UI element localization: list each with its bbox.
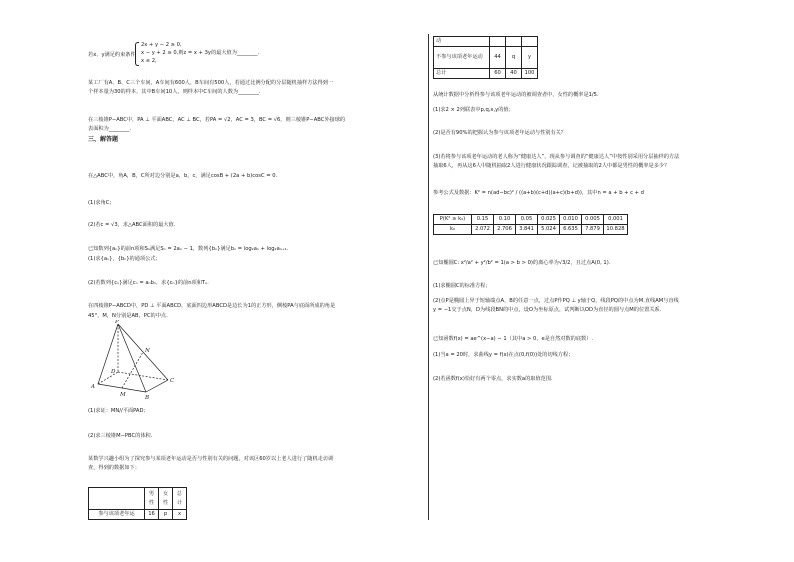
q6-line1: 在四棱锥P−ABCD中，PD ⊥ 平面ABCD，底面四边形ABCD是边长为1的正方形，侧棱PA与底面所成的角是 xyxy=(88,303,336,309)
table-cell xyxy=(89,488,145,510)
label-B: B xyxy=(145,395,150,401)
edge-PA xyxy=(98,324,118,384)
q7-part1: (1)求2 × 2列联表中p,q,x,y的值； xyxy=(433,107,514,113)
label-P: P xyxy=(115,320,119,325)
table-cell: 男性 xyxy=(145,488,159,510)
table-cell: y xyxy=(522,47,538,69)
table-cell: 0.001 xyxy=(604,215,628,225)
table-cell: 2.072 xyxy=(472,225,494,235)
critical-value-table xyxy=(433,214,628,235)
table-cell: 女性 xyxy=(159,488,173,510)
segment-MN xyxy=(122,352,143,388)
q7-part2: (2)是否有90%的把握认为参与该项老年运动与性别有关？ xyxy=(433,130,567,136)
table-cell xyxy=(490,37,506,47)
q5-stem: 已知数列{aₙ}的前n项和Sₙ满足Sₙ = 2aₙ − 1，数列{bₙ}满足bₙ = log₂aₙ + log₂aₙ₊₁. xyxy=(88,246,289,252)
section-title: 三、解答题 xyxy=(88,136,119,143)
q8-part1: (1)求椭圆C的标准方程； xyxy=(433,283,491,289)
table-cell: 10.828 xyxy=(604,225,628,235)
table-cell xyxy=(506,37,522,47)
q7-probability-note: 从统计数据中分析得参与该项老年运动的被调查者中，女性的概率是1/5. xyxy=(433,92,599,98)
contingency-table-top xyxy=(88,487,187,520)
column-divider xyxy=(428,34,429,520)
label-D: D xyxy=(111,369,116,375)
table-cell: 动 xyxy=(434,37,490,47)
q9-part1: (1)当a = 20时，求曲线y = f(x)在点(0,f(0))处的切线方程； xyxy=(433,352,574,358)
table-cell: x xyxy=(173,510,187,520)
table-row xyxy=(434,225,628,235)
table-cell: 0.005 xyxy=(582,215,604,225)
table-cell: p xyxy=(159,510,173,520)
edge-BC xyxy=(146,380,168,392)
table-row xyxy=(434,37,538,47)
table-cell: k₀ xyxy=(434,225,472,235)
q8-part2-line2: y = −1交于点N，D为线段BN的中点，设O为坐标原点，试判断以OD为直径的圆与点M的位置关系. xyxy=(433,307,662,313)
table-cell: 5.024 xyxy=(538,225,560,235)
table-cell xyxy=(522,37,538,47)
table-cell: 40 xyxy=(506,69,522,79)
pyramid-figure xyxy=(88,320,184,404)
q7-part3-line1: (3)若将参与该项老年运动的老人称为“健康达人”，现从参与调查的“健康达人”中按性别采用分层抽样的方法 xyxy=(433,154,680,160)
q8-stem: 已知椭圆C: x²/a² + y²/b² = 1(a > b > 0)的离心率为√3/2，且过点A(0, 1). xyxy=(433,260,611,266)
table-cell: q xyxy=(506,47,522,69)
q5-part1: (1)求{aₙ}，{bₙ}的通项公式； xyxy=(88,256,161,262)
label-M: M xyxy=(120,392,126,398)
reference-formula: 参考公式及数据：K² = n(ad−bc)² / ((a+b)(c+d)(a+c)(b+d))，其中n = a + b + c + d xyxy=(433,190,644,196)
table-cell: P(K² ≥ k₀) xyxy=(434,215,472,225)
constraint-brace xyxy=(135,42,139,66)
q9-part2: (2)若函数f(x)恰好有两个零点，求实数a的取值范围. xyxy=(433,376,553,382)
q9-stem: 已知函数f(x) = ae^(x−a) − 1（其中a > 0，e是自然对数的底数）. xyxy=(433,336,594,342)
table-cell: 6.635 xyxy=(560,225,582,235)
q4-part2: (2)若c = √3，求△ABC面积的最大值. xyxy=(88,222,176,228)
table-row xyxy=(89,510,187,520)
label-A: A xyxy=(91,384,95,390)
table-cell: 3.841 xyxy=(516,225,538,235)
table-header-row xyxy=(89,488,187,510)
table-cell: 60 xyxy=(490,69,506,79)
q6-line2: 45°，M，N分别是AB，PC的中点. xyxy=(88,313,168,319)
q5-part2: (2)若数列{cₙ}满足cₙ = aₙbₙ，求{cₙ}的前n项和Tₙ. xyxy=(88,280,209,286)
table-cell: 2.706 xyxy=(494,225,516,235)
label-C: C xyxy=(170,378,175,384)
q3-line2: 表面积为________. xyxy=(88,126,132,132)
contingency-table-continued xyxy=(433,36,538,79)
table-cell: 不参与该项老年运动 xyxy=(434,47,490,69)
table-row xyxy=(434,47,538,69)
q2-line2: 个样本量为30的样本，其中B车间10人，则样本中C车间的人数为________. xyxy=(88,89,261,95)
q8-part2-line1: (2)点P是椭圆上异于短轴端点A，B的任意一点，过点P作PQ ⊥ y轴于Q，线段PQ的中点为M.直线AM与直线 xyxy=(433,298,679,304)
table-row xyxy=(434,69,538,79)
edge-DC xyxy=(118,372,168,380)
q4-part1: (1)求角C； xyxy=(88,200,115,206)
table-cell: 7.879 xyxy=(582,225,604,235)
table-cell: 0.10 xyxy=(494,215,516,225)
table-cell: 0.05 xyxy=(516,215,538,225)
q4-stem: 在△ABC中，角A，B，C所对边分别是a，b，c，满足cosB + (2a + b)cosC = 0. xyxy=(88,173,278,179)
table-cell: 总计 xyxy=(173,488,187,510)
q1-lead: 若x、y满足约束条件 xyxy=(88,52,136,58)
table-cell: 0.025 xyxy=(538,215,560,225)
table-cell: 总计 xyxy=(434,69,490,79)
edge-PC xyxy=(118,324,168,380)
q7-line1: 某数学兴趣小组为了探究参与某项老年运动是否与性别有关的问题，对该区60岁以上老人进行了随机走访调 xyxy=(88,456,334,462)
q2-line1: 某工厂有A、B、C三个车间，A车间有600人，B车间有500人，若通过比例分配的分层随机抽样方法得到一 xyxy=(88,80,334,86)
edge-PB xyxy=(118,324,146,392)
q1-constraint-1: 2x + y − 2 ≥ 0, xyxy=(141,42,182,48)
q7-line2: 查，得到的数据如下： xyxy=(88,465,140,471)
table-cell: 0.15 xyxy=(472,215,494,225)
table-cell: 参与该项老年运 xyxy=(89,510,145,520)
table-row xyxy=(434,215,628,225)
table-cell: 44 xyxy=(490,47,506,69)
q6-part1: (1)求证：MN//平面PAD； xyxy=(88,408,149,414)
q1-constraint-3: x ≤ 2, xyxy=(141,58,157,64)
q3-line1: 在三棱锥P−ABC中，PA ⊥ 平面ABC，AC ⊥ BC，若PA = √2，AC = 3，BC = √6，则三棱锥P−ABC外接球的 xyxy=(88,117,346,123)
table-cell: 16 xyxy=(145,510,159,520)
table-cell: 100 xyxy=(522,69,538,79)
q6-part2: (2)求三棱锥M−PBC的体积. xyxy=(88,433,153,439)
q1-constraint-2: x − y + 2 ≥ 0,则z = x + 3y的最大值为________. xyxy=(141,50,260,56)
table-cell: 0.010 xyxy=(560,215,582,225)
label-N: N xyxy=(145,348,150,354)
q7-part3-line2: 抽取6人，再从这6人中随机抽取2人进行健康状况跟踪调查，记被抽取的2人中都是男性的概率是多少？ xyxy=(433,163,670,169)
